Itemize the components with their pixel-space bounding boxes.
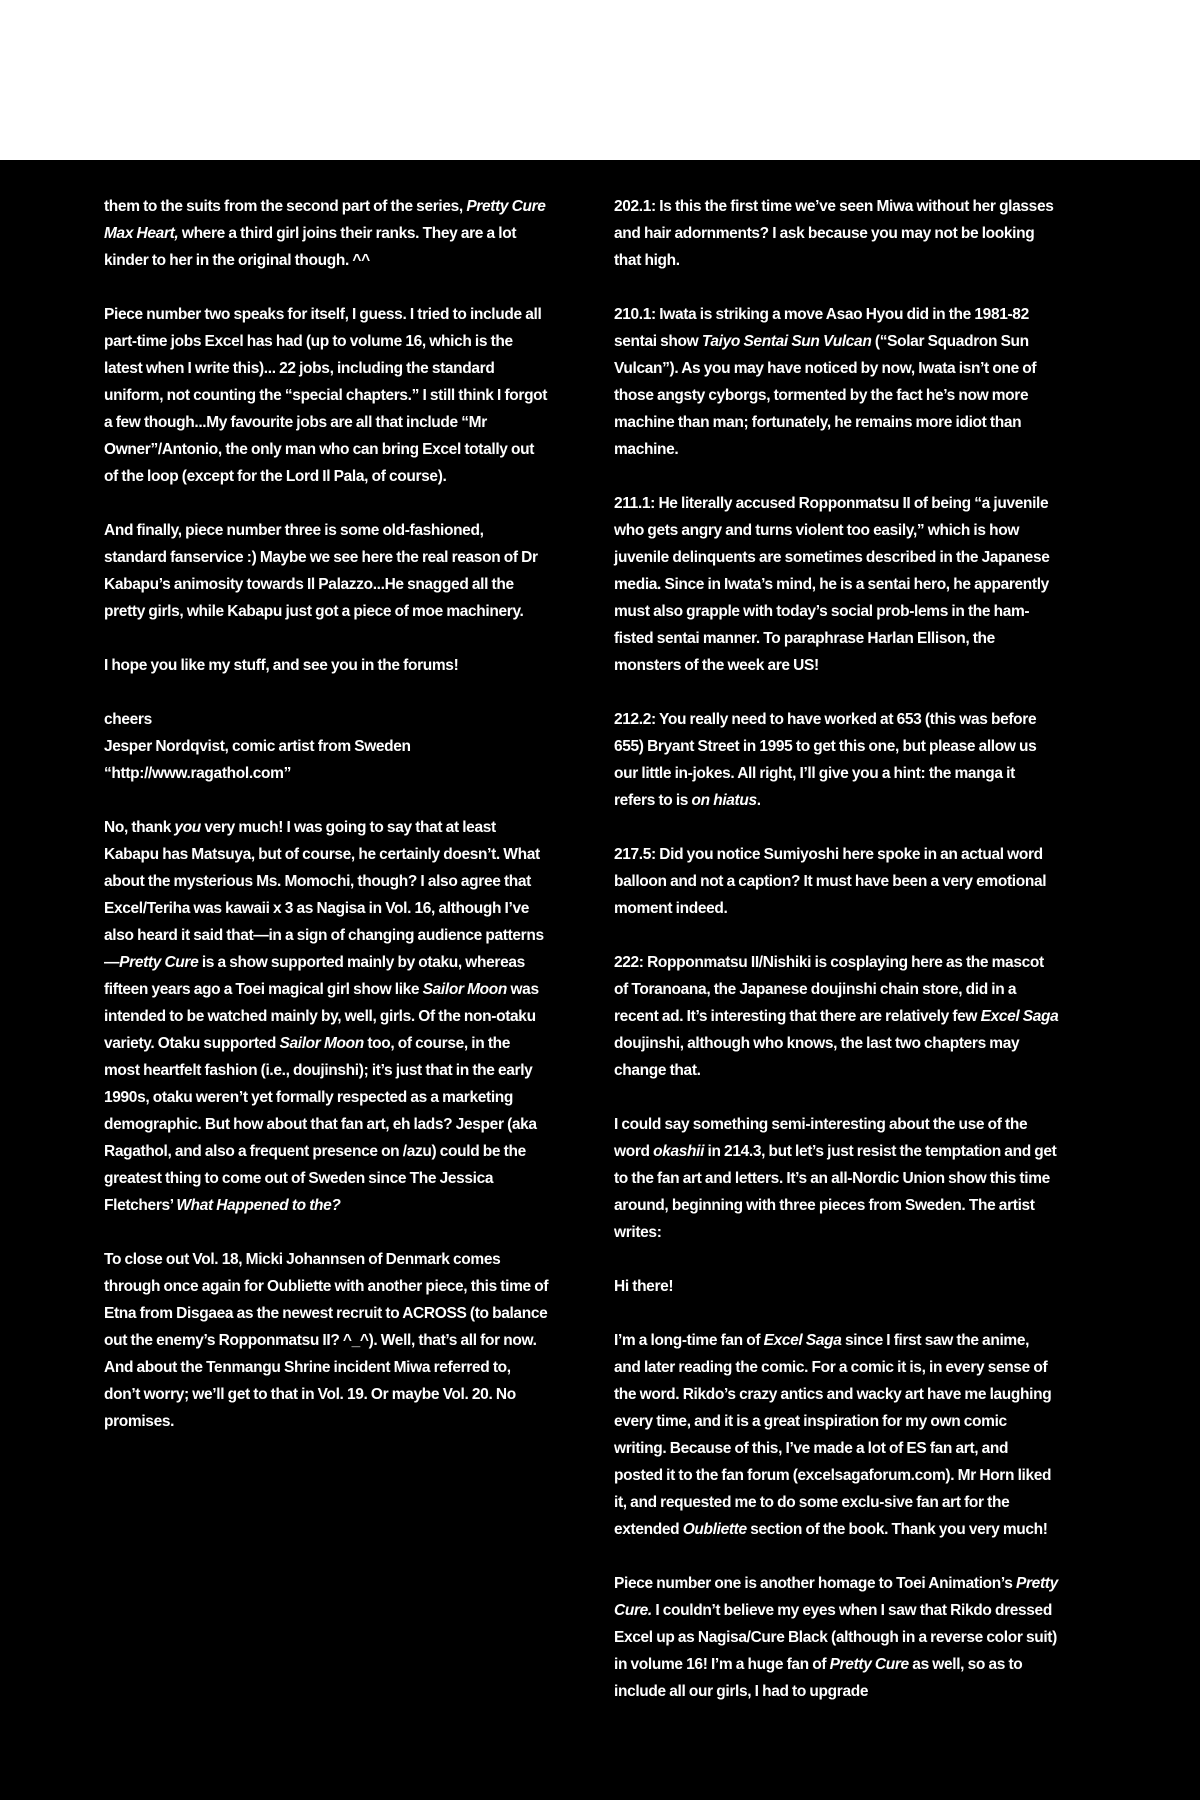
note-211-1: 211.1: He literally accused Ropponmatsu II of being “a juvenile who gets angry and turns violent too easily,” which is how juvenile delinquents are sometimes described in the Japanese media. Since in Iwata’s mind, he is a sentai hero, he apparently must also grapple with today’s social prob-lems in the ham-fisted sentai manner. To paraphrase Harlan Ellison, the monsters of the week are US! [614,495,1050,674]
left-text-column [104,193,549,1462]
paragraph-closing: To close out Vol. 18, Micki Johannsen of Denmark comes through once again for Oubliette with another piece, this time of Etna from Disgaea as the newest recruit to ACROSS (to balance out the enemy’s Ropponmatsu II? ^_^). Well, that’s all for now. And about the Tenmangu Shrine incident Miwa referred to, don’t worry; we’ll get to that in Vol. 19. Or maybe Vol. 20. No promises. [104,1251,549,1430]
paragraph-forums: I hope you like my stuff, and see you in the forums! [104,657,459,674]
note-222: 222: Ropponmatsu II/Nishiki is cosplaying here as the mascot of Toranoana, the Japanese doujinshi chain store, did in a recent ad. It’s interesting that there are relatively few Excel Saga doujinshi, although who knows, the last two chapters may change that. [614,954,1059,1079]
note-217-5: 217.5: Did you notice Sumiyoshi here spoke in an actual word balloon and not a caption? It must have been a very emotional moment indeed. [614,846,1047,917]
note-212-2: 212.2: You really need to have worked at 653 (this was before 655) Bryant Street in 1995 to get this one, but please allow us our little in-jokes. All right, I’ll give you a hint: the manga it refers to is on hiatus. [614,711,1037,809]
letter-paragraph-piece-one: Piece number one is another homage to Toei Animation’s Pretty Cure. I couldn’t believe my eyes when I saw that Rikdo dressed Excel up as Nagisa/Cure Black (although in a reverse color suit) in volume 16! I’m a huge fan of Pretty Cure as well, so as to include all our girls, I had to upgrade [614,1575,1058,1700]
paragraph-okashii: I could say something semi-interesting about the use of the word okashii in 214.3, but let’s just resist the temptation and get to the fan art and letters. It’s an all-Nordic Union show this time around, beginning with three pieces from Sweden. The artist writes: [614,1116,1057,1241]
letter-greeting: Hi there! [614,1278,674,1295]
paragraph-reply: No, thank you very much! I was going to say that at least Kabapu has Matsuya, but of course, he certainly doesn’t. What about the mysterious Ms. Momochi, though? I also agree that Excel/Teriha was kawaii x 3 as Nagisa in Vol. 16, although I’ve also heard it said that—in a sign of changing audience patterns—Pretty Cure is a show supported mainly by otaku, whereas fifteen years ago a Toei magical girl show like Sailor Moon was intended to be watched mainly by, well, girls. Of the non-otaku variety. Otaku supported Sailor Moon too, of course, in the most heartfelt fashion (i.e., doujinshi); it’s just that in the early 1990s, otaku weren’t yet formally respected as a marketing demographic. But how about that fan art, eh lads? Jesper (aka Ragathol, and also a frequent presence on /azu) could be the greatest thing to come out of Sweden since The Jessica Fletchers’ What Happened to the? [104,819,544,1214]
signature-name: Jesper Nordqvist, comic artist from Sweden [104,738,411,755]
page-body [0,160,1200,1800]
right-text-column [614,193,1059,1732]
paragraph-piece-three: And finally, piece number three is some old-fashioned, standard fanservice :) Maybe we see here the real reason of Dr Kabapu’s animosity towards Il Palazzo...He snagged all the pretty girls, while Kabapu just got a piece of moe machinery. [104,522,538,620]
note-202-1: 202.1: Is this the first time we’ve seen Miwa without her glasses and hair adornments? I ask because you may not be looking that high. [614,198,1054,269]
note-210-1: 210.1: Iwata is striking a move Asao Hyou did in the 1981-82 sentai show Taiyo Sentai Sun Vulcan (“Solar Squadron Sun Vulcan”). As you may have noticed by now, Iwata isn’t one of those angsty cyborgs, tormented by the fact he’s now more machine than man; fortunately, he remains more idiot than machine. [614,306,1037,458]
signature-block [104,706,549,787]
paragraph-piece-two: Piece number two speaks for itself, I guess. I tried to include all part-time jobs Excel has had (up to volume 16, which is the latest when I write this)... 22 jobs, including the standard uniform, not counting the “special chapters.” I still think I forgot a few though...My favourite jobs are all that include “Mr Owner”/Antonio, the only man who can bring Excel totally out of the loop (except for the Lord Il Pala, of course). [104,306,548,485]
signoff: cheers [104,711,152,728]
website-link: “http://www.ragathol.com” [104,765,292,782]
paragraph-suits: them to the suits from the second part of the series, Pretty Cure Max Heart, where a third girl joins their ranks. They are a lot kinder to her in the original though. ^^ [104,198,546,269]
top-page-margin [0,0,1200,160]
letter-paragraph-fan: I’m a long-time fan of Excel Saga since I first saw the anime, and later reading the comic. For a comic it is, in every sense of the word. Rikdo’s crazy antics and wacky art have me laughing every time, and it is a great inspiration for my own comic writing. Because of this, I’ve made a lot of ES fan art, and posted it to the fan forum (excelsagaforum.com). Mr Horn liked it, and requested me to do some exclu-sive fan art for the extended Oubliette section of the book. Thank you very much! [614,1332,1052,1538]
